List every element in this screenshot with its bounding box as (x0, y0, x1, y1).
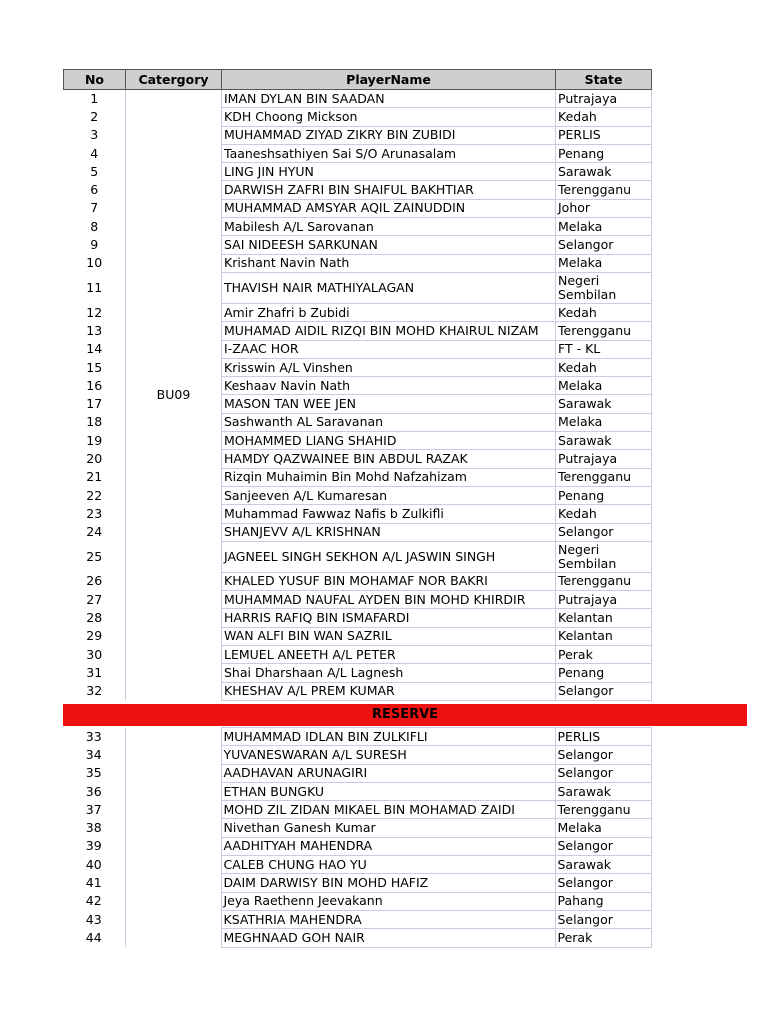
state-cell: Putrajaya (556, 450, 652, 468)
header-category: Catergory (126, 70, 222, 90)
row-number: 2 (90, 108, 99, 124)
header-no: No (64, 70, 126, 90)
player-name-cell: Taaneshsathiyen Sai S/O Arunasalam (222, 144, 556, 162)
row-number: 44 (85, 929, 102, 945)
state-cell: Melaka (555, 819, 651, 837)
row-number: 36 (85, 783, 102, 799)
player-name-cell: MUHAMAD AIDIL RIZQI BIN MOHD KHAIRUL NIZAM (222, 322, 556, 340)
row-number: 31 (86, 664, 103, 680)
player-name-cell: JAGNEEL SINGH SEKHON A/L JASWIN SINGH (222, 541, 556, 572)
state-cell: Terengganu (556, 181, 652, 199)
state-cell: PERLIS (556, 126, 652, 144)
row-number: 38 (85, 820, 102, 836)
player-name-cell: MUHAMMAD ZIYAD ZIKRY BIN ZUBIDI (222, 126, 556, 144)
header-player-name: PlayerName (222, 70, 556, 90)
player-name-cell: Krisswin A/L Vinshen (222, 358, 556, 376)
player-name-cell: WAN ALFI BIN WAN SAZRIL (222, 627, 556, 645)
row-number: 27 (86, 591, 103, 607)
player-name-cell: ETHAN BUNGKU (221, 782, 555, 800)
category-cell (125, 728, 221, 948)
player-name-cell: HAMDY QAZWAINEE BIN ABDUL RAZAK (222, 450, 556, 468)
row-number: 43 (85, 911, 102, 927)
row-number: 20 (86, 450, 103, 466)
player-name-cell: CALEB CHUNG HAO YU (221, 856, 555, 874)
player-name-cell: YUVANESWARAN A/L SURESH (221, 746, 555, 764)
reserves-table (63, 727, 652, 948)
reserve-banner: RESERVE (63, 704, 747, 726)
state-cell: Selangor (556, 682, 652, 700)
player-name-cell: Sanjeeven A/L Kumaresan (222, 486, 556, 504)
row-number: 26 (86, 573, 103, 589)
state-cell: Terengganu (555, 801, 651, 819)
player-name-cell: MUHAMMAD AMSYAR AQIL ZAINUDDIN (222, 199, 556, 217)
state-cell: Melaka (556, 218, 652, 236)
player-name-cell: Nivethan Ganesh Kumar (221, 819, 555, 837)
row-number: 24 (86, 524, 103, 540)
row-number: 15 (86, 359, 103, 375)
row-number: 29 (86, 628, 103, 644)
row-number: 34 (85, 746, 102, 762)
row-number: 35 (85, 765, 102, 781)
player-name-cell: THAVISH NAIR MATHIYALAGAN (222, 272, 556, 303)
player-name-cell: KHESHAV A/L PREM KUMAR (222, 682, 556, 700)
player-name-cell: MOHAMMED LIANG SHAHID (222, 432, 556, 450)
category-cell: BU09 (126, 90, 222, 701)
row-number: 8 (90, 218, 99, 234)
row-number: 22 (86, 487, 103, 503)
state-cell: Putrajaya (556, 90, 652, 108)
row-number: 21 (86, 469, 103, 485)
player-name-cell: SHANJEVV A/L KRISHNAN (222, 523, 556, 541)
row-number: 6 (90, 182, 99, 198)
player-name-cell: I-ZAAC HOR (222, 340, 556, 358)
state-cell: Perak (556, 646, 652, 664)
player-name-cell: Muhammad Fawwaz Nafis b Zulkifli (222, 505, 556, 523)
player-name-cell: MEGHNAAD GOH NAIR (221, 929, 555, 947)
state-cell: Kedah (556, 505, 652, 523)
state-cell: Melaka (556, 413, 652, 431)
state-cell: Selangor (555, 837, 651, 855)
state-cell: Penang (556, 664, 652, 682)
state-cell: Putrajaya (556, 591, 652, 609)
state-cell: Selangor (555, 910, 651, 928)
state-cell: Selangor (556, 523, 652, 541)
state-cell: Terengganu (556, 572, 652, 590)
row-number: 23 (86, 505, 103, 521)
state-cell: Selangor (556, 236, 652, 254)
player-name-cell: MOHD ZIL ZIDAN MIKAEL BIN MOHAMAD ZAIDI (221, 801, 555, 819)
table-row (63, 728, 651, 746)
state-cell: Kedah (556, 358, 652, 376)
state-cell: Terengganu (556, 468, 652, 486)
state-cell: Melaka (556, 377, 652, 395)
row-number: 30 (86, 646, 103, 662)
state-cell: Selangor (555, 874, 651, 892)
player-name-cell: KSATHRIA MAHENDRA (221, 910, 555, 928)
row-number: 7 (90, 200, 99, 216)
player-name-cell: DARWISH ZAFRI BIN SHAIFUL BAKHTIAR (222, 181, 556, 199)
players-table-wrap (63, 69, 652, 701)
player-name-cell: KDH Choong Mickson (222, 108, 556, 126)
state-cell: Kelantan (556, 627, 652, 645)
player-name-cell: LING JIN HYUN (222, 163, 556, 181)
row-number: 16 (86, 377, 103, 393)
state-cell: Sarawak (556, 163, 652, 181)
player-name-cell: Krishant Navin Nath (222, 254, 556, 272)
player-name-cell: AADHITYAH MAHENDRA (221, 837, 555, 855)
players-table (63, 69, 652, 701)
row-number: 18 (86, 414, 103, 430)
state-cell: Kedah (556, 303, 652, 321)
state-cell: Johor (556, 199, 652, 217)
state-cell: Penang (556, 486, 652, 504)
state-cell: Sarawak (555, 782, 651, 800)
player-name-cell: Jeya Raethenn Jeevakann (221, 892, 555, 910)
row-number: 33 (85, 728, 102, 744)
state-cell: Perak (555, 929, 651, 947)
player-name-cell: LEMUEL ANEETH A/L PETER (222, 646, 556, 664)
row-number: 11 (86, 279, 103, 295)
player-name-cell: Rizqin Muhaimin Bin Mohd Nafzahizam (222, 468, 556, 486)
state-cell: FT - KL (556, 340, 652, 358)
state-cell: PERLIS (555, 728, 651, 746)
table-row (64, 90, 652, 108)
player-name-cell: Keshaav Navin Nath (222, 377, 556, 395)
row-number: 42 (85, 893, 102, 909)
state-cell: Sarawak (556, 432, 652, 450)
state-cell: Terengganu (556, 322, 652, 340)
row-number: 17 (86, 396, 103, 412)
state-cell: Negeri Sembilan (556, 541, 652, 572)
state-cell: Penang (556, 144, 652, 162)
row-number: 25 (86, 548, 103, 564)
row-number: 12 (86, 304, 103, 320)
row-number: 28 (86, 610, 103, 626)
player-name-cell: AADHAVAN ARUNAGIRI (221, 764, 555, 782)
player-name-cell: KHALED YUSUF BIN MOHAMAF NOR BAKRI (222, 572, 556, 590)
state-cell: Selangor (555, 746, 651, 764)
players-body (64, 90, 652, 701)
state-cell: Melaka (556, 254, 652, 272)
row-number: 4 (90, 145, 99, 161)
row-number: 39 (85, 838, 102, 854)
row-number: 19 (86, 432, 103, 448)
player-name-cell: Mabilesh A/L Sarovanan (222, 218, 556, 236)
row-number: 9 (90, 237, 99, 253)
row-number: 10 (86, 255, 103, 271)
state-cell: Negeri Sembilan (556, 272, 652, 303)
player-name-cell: Amir Zhafri b Zubidi (222, 303, 556, 321)
header-row (64, 70, 652, 90)
player-name-cell: SAI NIDEESH SARKUNAN (222, 236, 556, 254)
player-name-cell: Sashwanth AL Saravanan (222, 413, 556, 431)
state-cell: Kedah (556, 108, 652, 126)
row-number: 3 (90, 127, 99, 143)
reserves-body (63, 728, 651, 948)
player-name-cell: DAIM DARWISY BIN MOHD HAFIZ (221, 874, 555, 892)
player-name-cell: IMAN DYLAN BIN SAADAN (222, 90, 556, 108)
row-number: 32 (86, 683, 103, 699)
header-state: State (556, 70, 652, 90)
row-number: 40 (85, 856, 102, 872)
row-number: 14 (86, 341, 103, 357)
row-number: 41 (85, 875, 102, 891)
player-name-cell: HARRIS RAFIQ BIN ISMAFARDI (222, 609, 556, 627)
row-number: 5 (90, 163, 99, 179)
row-number: 13 (86, 322, 103, 338)
state-cell: Sarawak (556, 395, 652, 413)
reserves-table-wrap (63, 727, 652, 948)
state-cell: Pahang (555, 892, 651, 910)
row-number: 1 (90, 90, 99, 106)
player-name-cell: Shai Dharshaan A/L Lagnesh (222, 664, 556, 682)
state-cell: Sarawak (555, 856, 651, 874)
player-name-cell: MUHAMMAD IDLAN BIN ZULKIFLI (221, 728, 555, 746)
state-cell: Selangor (555, 764, 651, 782)
state-cell: Kelantan (556, 609, 652, 627)
player-name-cell: MASON TAN WEE JEN (222, 395, 556, 413)
row-number: 37 (85, 801, 102, 817)
player-name-cell: MUHAMMAD NAUFAL AYDEN BIN MOHD KHIRDIR (222, 591, 556, 609)
